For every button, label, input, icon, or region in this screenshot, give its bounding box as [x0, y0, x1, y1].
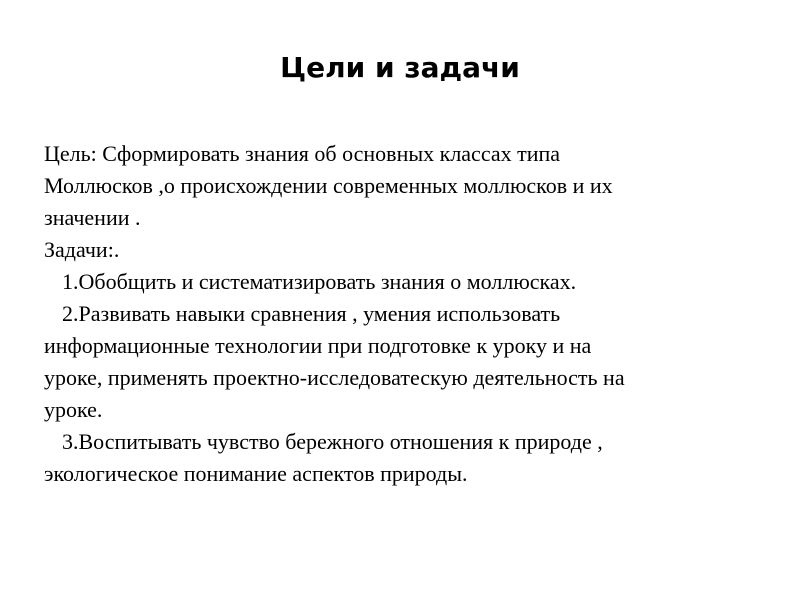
task-line: информационные технологии при подготовке к уроку и на — [44, 333, 592, 358]
goal-line: Моллюсков ,о происхождении современных моллюсков и их — [44, 173, 613, 198]
task-item-3-continued — [44, 458, 764, 490]
task-line: 2.Развивать навыки сравнения , умения использовать — [62, 301, 561, 326]
task-line: уроке. — [44, 397, 103, 422]
task-item-2 — [44, 298, 764, 330]
task-item-2-continued — [44, 330, 764, 426]
goal-line: Цель: Сформировать знания об основных классах типа — [44, 141, 561, 166]
slide-body — [44, 138, 764, 490]
goal-paragraph — [44, 138, 764, 234]
task-line: экологическое понимание аспектов природы. — [44, 461, 468, 486]
task-item-3 — [44, 426, 764, 458]
goal-line: значении . — [44, 205, 141, 230]
slide-title: Цели и задачи — [280, 51, 520, 84]
tasks-heading: Задачи:. — [44, 237, 120, 262]
task-line: уроке, применять проектно-исследоватескую деятельность на — [44, 365, 625, 390]
task-item-1 — [44, 266, 764, 298]
task-line: 1.Обобщить и систематизировать знания о моллюсках. — [62, 269, 577, 294]
task-line: 3.Воспитывать чувство бережного отношения к природе , — [62, 429, 603, 454]
